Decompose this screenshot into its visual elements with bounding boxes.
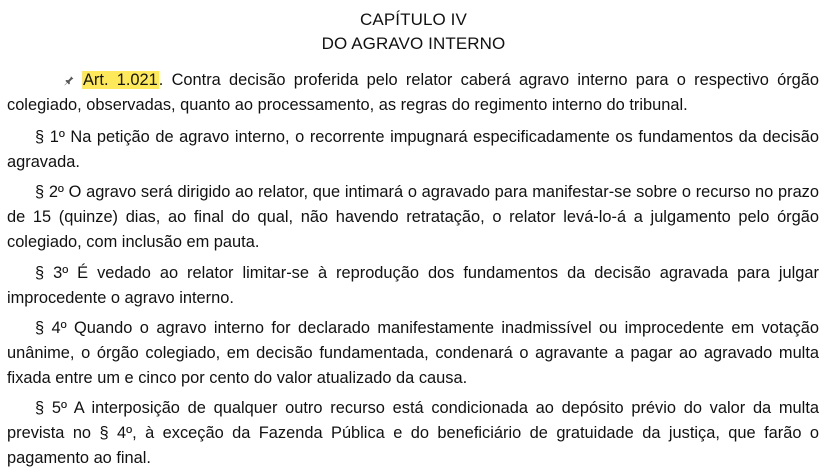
- chapter-number: CAPÍTULO IV: [360, 10, 467, 29]
- paragraph-3: § 3º É vedado ao relator limitar-se à reprodução dos fundamentos da decisão agravada para julgar improcedente o agravo interno.: [7, 264, 819, 307]
- pushpin-icon: [64, 69, 74, 81]
- chapter-title: DO AGRAVO INTERNO: [321, 34, 506, 53]
- article-label[interactable]: Art. 1.021: [83, 71, 158, 89]
- article-text: . Contra decisão proferida pelo relator caberá agravo interno para o respectivo órgão colegiado, observadas, quanto ao processamento, as regras do regimento interno do tribunal.: [7, 71, 819, 114]
- article-paragraph: [7, 68, 819, 118]
- paragraph-5: § 5º A interposição de qualquer outro recurso está condicionada ao depósito prévio do valor da multa prevista no § 4º, à exceção da Fazenda Pública e do beneficiário de gratuidade da justiça, que farão o pagamento ao final.: [7, 399, 819, 467]
- paragraph-2: § 2º O agravo será dirigido ao relator, que intimará o agravado para manifestar-se sobre o recurso no prazo de 15 (quinze) dias, ao final do qual, não havendo retratação, o relator levá-lo-á a julgamento pelo órgão colegiado, com inclusão em pauta.: [7, 183, 819, 251]
- paragraph-4: § 4º Quando o agravo interno for declarado manifestamente inadmissível ou improcedente em votação unânime, o órgão colegiado, em decisão fundamentada, condenará o agravante a pagar ao agravado multa fixada entre um e cinco por cento do valor atualizado da causa.: [7, 319, 819, 387]
- paragraph-1: § 1º Na petição de agravo interno, o recorrente impugnará especificadamente os fundamentos da decisão agravada.: [7, 128, 819, 171]
